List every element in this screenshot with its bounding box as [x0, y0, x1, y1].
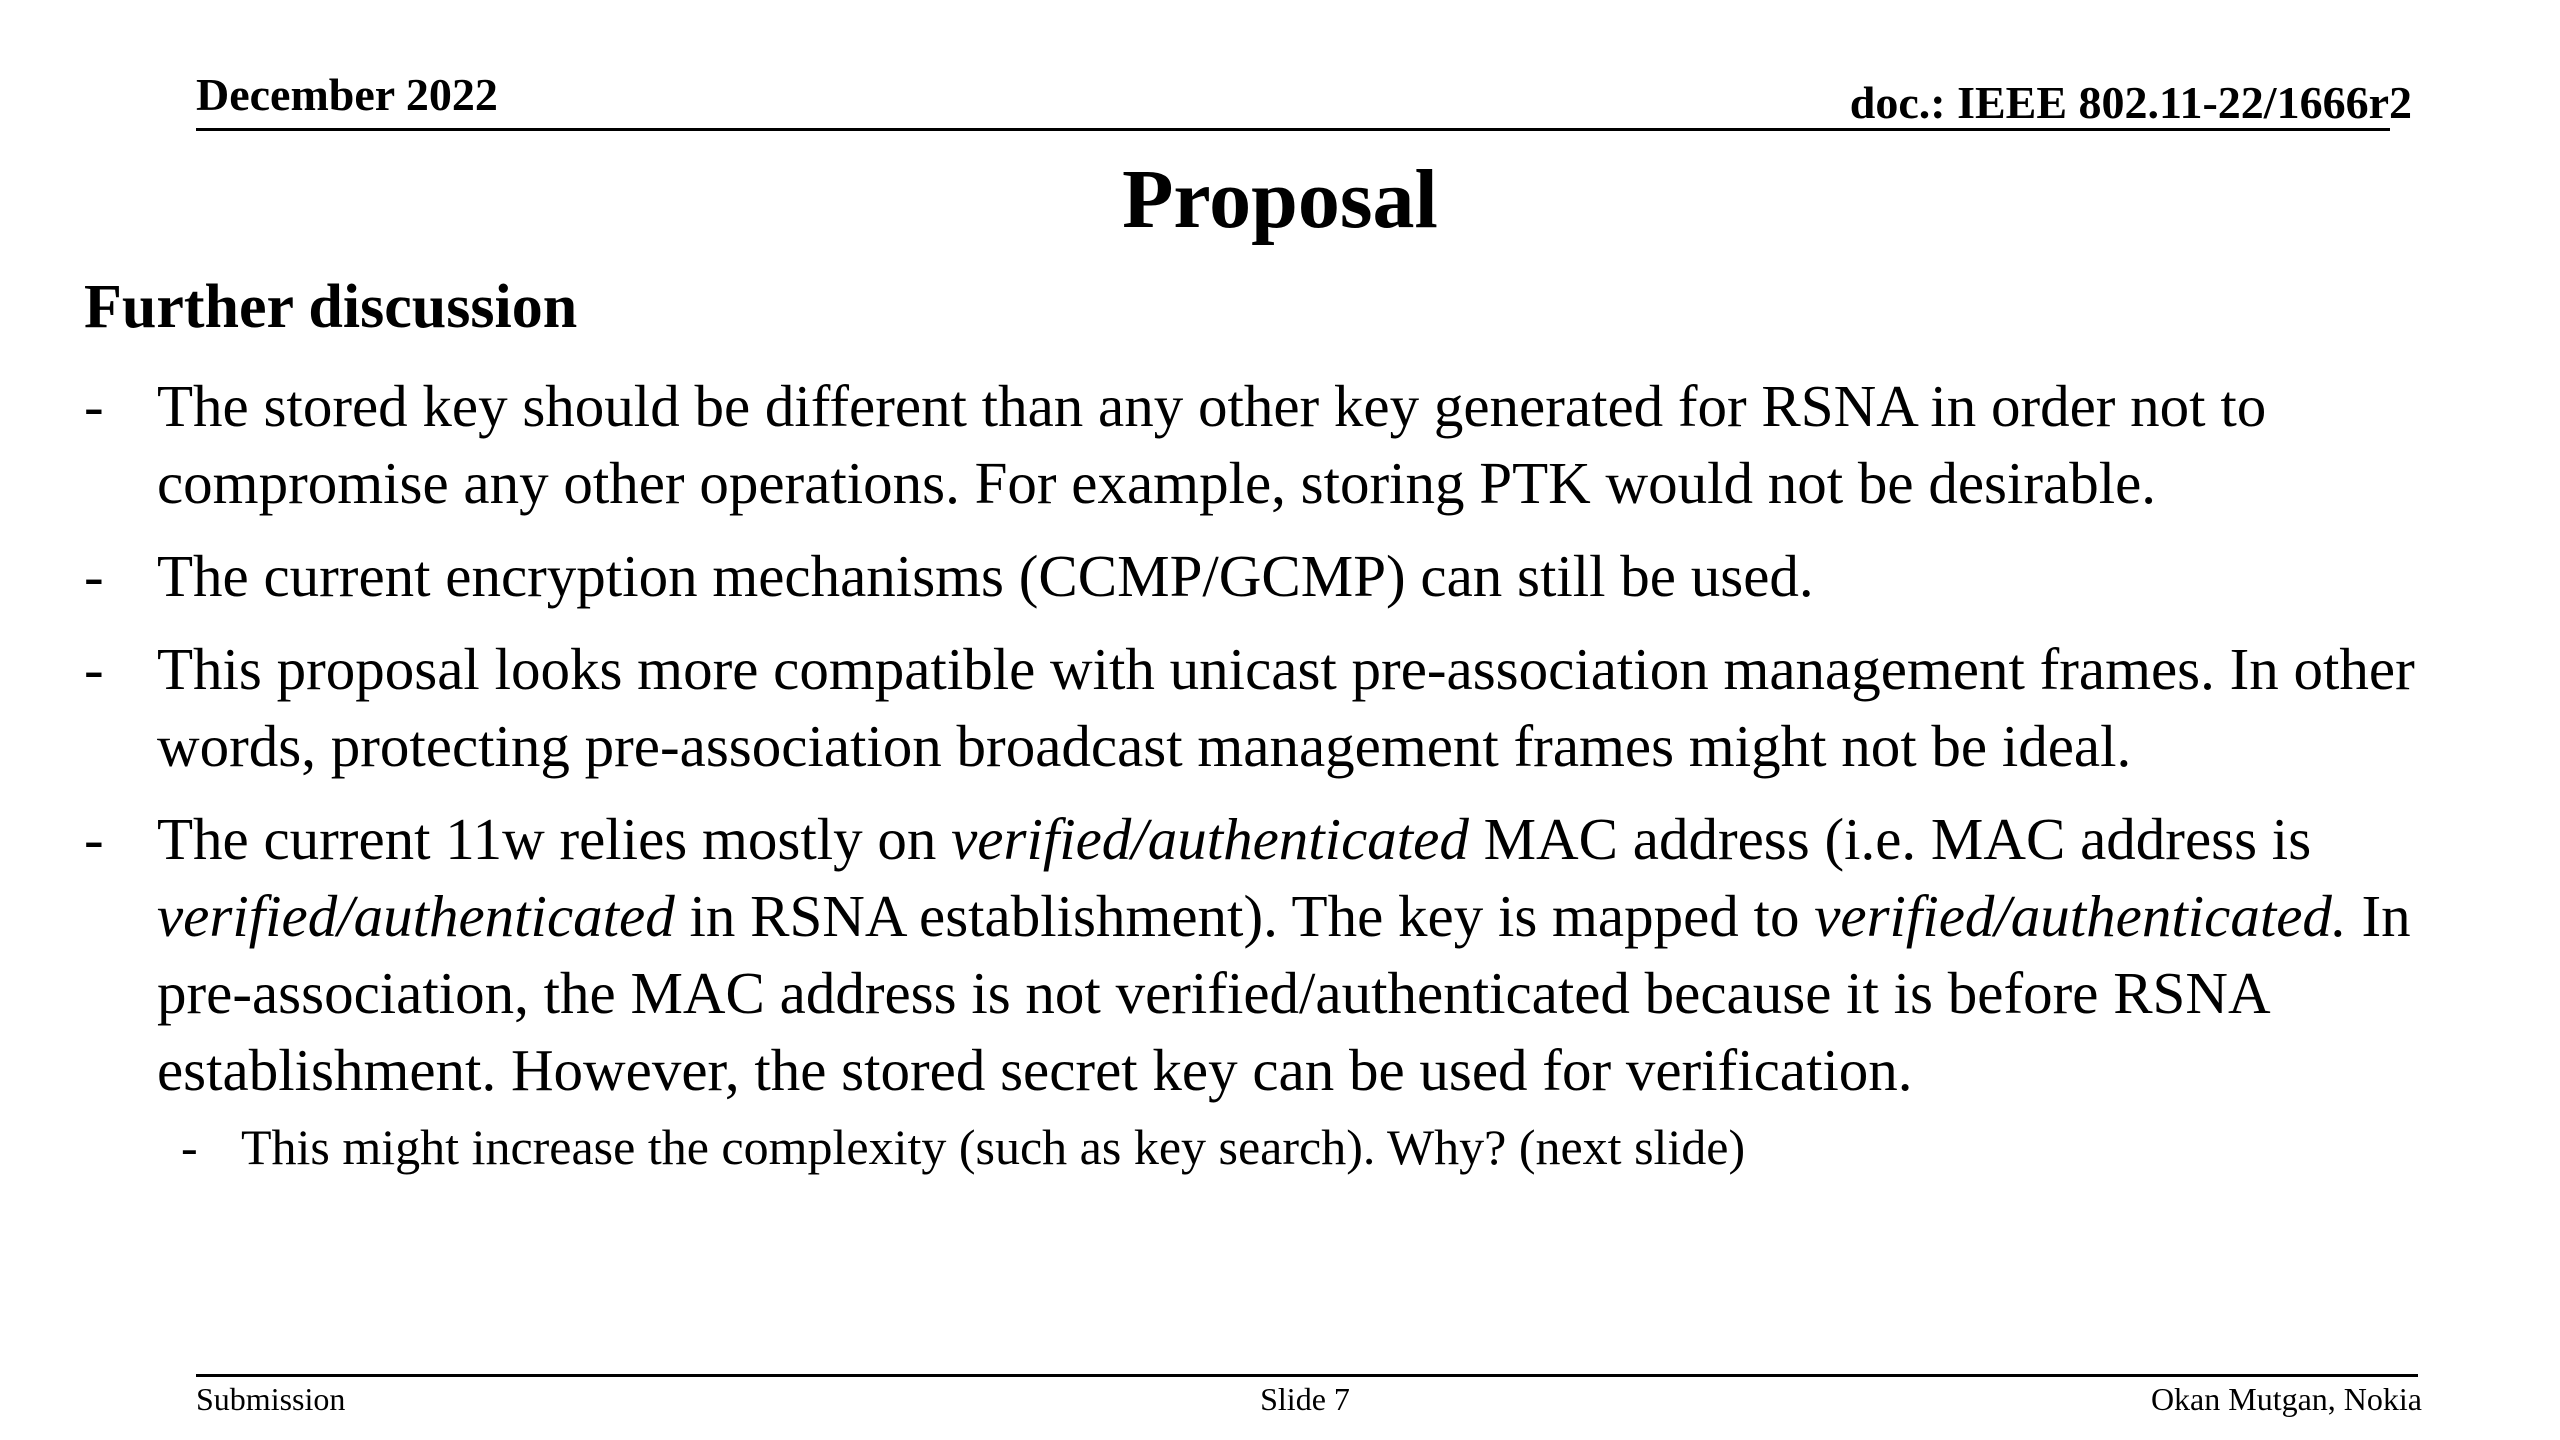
sub-bullet-item: [181, 1115, 2494, 1179]
bullet-text: [157, 636, 2415, 779]
bullet-dash: -: [84, 543, 104, 609]
bullet-text-italic: verified/authenticated: [951, 806, 1469, 872]
bullet-text-italic: verified/authenticated: [157, 883, 675, 949]
bullet-text-run: In pre-association, the MAC address is not verified/authenticated because it is before RSNA establishment. However, the stored secret key can be used for verification.: [157, 883, 2411, 1103]
sub-bullet-list: [157, 1115, 2494, 1179]
bullet-text-run: MAC address (i.e. MAC address is: [1468, 806, 2312, 872]
bullet-text: [157, 373, 2266, 516]
bullet-text-run: in RSNA establishment). The key is mapped to: [674, 883, 1815, 949]
bullet-text-run: This proposal looks more compatible with unicast pre-association management frames. In other words, protecting pre-association broadcast management frames might not be ideal.: [157, 636, 2415, 779]
bullet-text-run: The current 11w relies mostly on: [157, 806, 952, 872]
bullet-text-run: The current encryption mechanisms (CCMP/GCMP) can still be used.: [157, 543, 1814, 609]
sub-bullet-text: This might increase the complexity (such as key search). Why? (next slide): [241, 1119, 1746, 1175]
bullet-dash: -: [84, 373, 104, 439]
bullet-dash: -: [84, 806, 104, 872]
header-date: December 2022: [196, 69, 498, 120]
bullet-list: [84, 368, 2494, 1195]
bullet-item: [84, 631, 2494, 785]
footer-submission: Submission: [196, 1381, 346, 1417]
bullet-item: [84, 801, 2494, 1179]
footer-slide-number: Slide 7: [1260, 1381, 1350, 1417]
bullet-text: [157, 806, 2411, 1103]
footer-divider: [196, 1374, 2418, 1377]
footer-author: Okan Mutgan, Nokia: [2150, 1381, 2422, 1417]
header-doc-id: doc.: IEEE 802.11-22/1666r2: [1849, 77, 2412, 128]
header-divider: [196, 128, 2390, 131]
bullet-text: [157, 543, 1814, 609]
bullet-dash: -: [84, 636, 104, 702]
bullet-item: [84, 368, 2494, 522]
bullet-text-italic: verified/authenticated.: [1814, 883, 2347, 949]
bullet-text-run: The stored key should be different than any other key generated for RSNA in order not to compromise any other operations. For example, storing PTK would not be desirable.: [157, 373, 2267, 516]
section-heading: Further discussion: [84, 273, 578, 341]
sub-bullet-dash: -: [181, 1119, 198, 1175]
bullet-item: [84, 538, 2494, 615]
slide-title: Proposal: [1122, 153, 1438, 246]
